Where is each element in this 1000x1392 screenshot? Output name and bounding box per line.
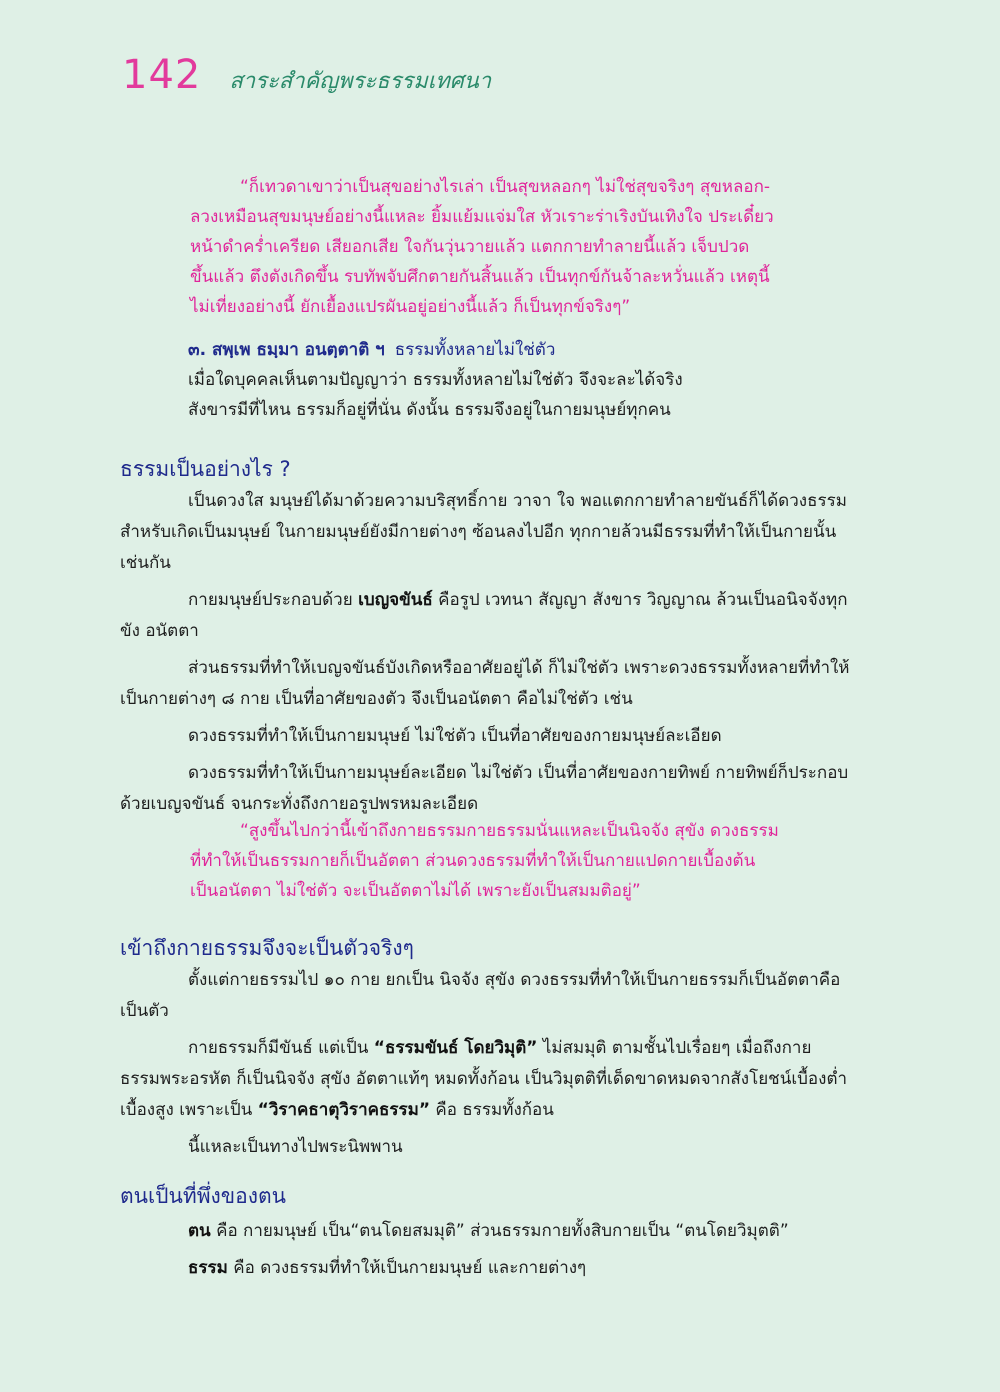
bold-term: เบญจขันธ์ bbox=[358, 590, 433, 610]
book-title: สาระสำคัญพระธรรมเทศนา bbox=[229, 69, 492, 94]
paragraph: นี้แหละเป็นทางไปพระนิพพาน bbox=[188, 1137, 403, 1157]
quote-block-2 bbox=[190, 816, 779, 906]
page-header bbox=[122, 52, 491, 98]
quote-line: ไม่เที่ยงอย่างนี้ ยักเยื้องแปรผันอยู่อย่างนี้แล้ว ก็เป็นทุกข์จริงๆ” bbox=[190, 297, 631, 317]
paragraph: กายมนุษย์ประกอบด้วย เบญจขันธ์ คือรูป เวทนา สัญญา สังขาร วิญญาณ ล้วนเป็นอนิจจังทุกขัง อนัตตา bbox=[120, 590, 848, 641]
bold-term: ธรรม bbox=[188, 1258, 228, 1278]
section-1-body bbox=[120, 486, 850, 820]
item-3-line: เมื่อใดบุคคลเห็นตามปัญญาว่า ธรรมทั้งหลายไม่ใช่ตัว จึงจะละได้จริง bbox=[188, 370, 683, 390]
bold-term: ตน bbox=[188, 1221, 211, 1241]
quote-line: “ก็เทวดาเขาว่าเป็นสุขอย่างไรเล่า เป็นสุขหลอกๆ ไม่ใช่สุขจริงๆ สุขหลอก- bbox=[240, 177, 771, 197]
item-3 bbox=[188, 335, 683, 425]
section-heading-true-self: เข้าถึงกายธรรมจึงจะเป็นตัวจริงๆ bbox=[120, 936, 414, 960]
quote-block-1 bbox=[190, 172, 774, 322]
item-3-heading bbox=[188, 335, 683, 365]
bold-term: “วิราคธาตุวิราคธรรม” bbox=[257, 1100, 430, 1120]
item-3-title: ๓. สพฺเพ ธมฺมา อนตฺตาติ ฯ bbox=[188, 340, 385, 360]
quote-line: “สูงขึ้นไปกว่านี้เข้าถึงกายธรรมกายธรรมนั่นแหละเป็นนิจจัง สุขัง ดวงธรรม bbox=[240, 821, 779, 841]
paragraph: ดวงธรรมที่ทำให้เป็นกายมนุษย์ ไม่ใช่ตัว เป็นที่อาศัยของกายมนุษย์ละเอียด bbox=[188, 726, 722, 746]
section-heading-dhamma: ธรรมเป็นอย่างไร ? bbox=[120, 457, 291, 481]
paragraph: ดวงธรรมที่ทำให้เป็นกายมนุษย์ละเอียด ไม่ใช่ตัว เป็นที่อาศัยของกายทิพย์ กายทิพย์ก็ประกอบด้วยเบญจขันธ์ จนกระทั่งถึงกายอรูปพรหมละเอียด bbox=[120, 763, 849, 814]
paragraph: กายธรรมก็มีขันธ์ แต่เป็น “ธรรมขันธ์ โดยวิมุติ” ไม่สมมุติ ตามชั้นไปเรื่อยๆ เมื่อถึงกายธรรมพระอรหัต ก็เป็นนิจจัง สุขัง อัตตาแท้ๆ หมดทั้งก้อน เป็นวิมุตติที่เด็ดขาดหมดจากสังโยชน์เบื้องต่ำเบื้องสูง เพราะเป็น “วิราคธาตุวิราคธรรม” คือ ธรรมทั้งก้อน bbox=[120, 1038, 848, 1120]
paragraph: ตน คือ กายมนุษย์ เป็น“ตนโดยสมมุติ” ส่วนธรรมกายทั้งสิบกายเป็น “ตนโดยวิมุตติ” bbox=[188, 1221, 789, 1241]
quote-line: เป็นอนัตตา ไม่ใช่ตัว จะเป็นอัตตาไม่ได้ เพราะยังเป็นสมมติอยู่” bbox=[190, 881, 641, 901]
item-3-subtitle: ธรรมทั้งหลายไม่ใช่ตัว bbox=[394, 340, 556, 360]
bold-term: “ธรรมขันธ์ โดยวิมุติ” bbox=[373, 1038, 538, 1058]
paragraph: ตั้งแต่กายธรรมไป ๑๐ กาย ยกเป็น นิจจัง สุขัง ดวงธรรมที่ทำให้เป็นกายธรรมก็เป็นอัตตาคือเป็นตัว bbox=[120, 970, 841, 1021]
section-3-body bbox=[120, 1216, 850, 1284]
section-heading-refuge: ตนเป็นที่พึ่งของตน bbox=[120, 1184, 287, 1208]
quote-line: ลวงเหมือนสุขมนุษย์อย่างนี้แหละ ยิ้มแย้มแจ่มใส หัวเราะร่าเริงบันเทิงใจ ประเดี๋ยว bbox=[190, 207, 774, 227]
paragraph: ส่วนธรรมที่ทำให้เบญจขันธ์บังเกิดหรืออาศัยอยู่ได้ ก็ไม่ใช่ตัว เพราะดวงธรรมทั้งหลายที่ทำให้เป็นกายต่างๆ ๘ กาย เป็นที่อาศัยของตัว จึงเป็นอนัตตา คือไม่ใช่ตัว เช่น bbox=[120, 658, 850, 709]
quote-line: หน้าดำคร่ำเครียด เสียอกเสีย ใจกันวุ่นวายแล้ว แตกกายทำลายนี้แล้ว เจ็บปวด bbox=[190, 237, 750, 257]
paragraph: ธรรม คือ ดวงธรรมที่ทำให้เป็นกายมนุษย์ และกายต่างๆ bbox=[188, 1258, 587, 1278]
item-3-line: สังขารมีที่ไหน ธรรมก็อยู่ที่นั่น ดังนั้น ธรรมจึงอยู่ในกายมนุษย์ทุกคน bbox=[188, 400, 671, 420]
quote-line: ที่ทำให้เป็นธรรมกายก็เป็นอัตตา ส่วนดวงธรรมที่ทำให้เป็นกายแปดกายเบื้องต้น bbox=[190, 851, 756, 871]
quote-line: ขึ้นแล้ว ตึงตังเกิดขึ้น รบทัพจับศึกตายกันสิ้นแล้ว เป็นทุกข์กันจ้าละหวั่นแล้ว เหตุนี้ bbox=[190, 267, 770, 287]
page-number: 142 bbox=[122, 52, 202, 98]
paragraph: เป็นดวงใส มนุษย์ได้มาด้วยความบริสุทธิ์กาย วาจา ใจ พอแตกกายทำลายขันธ์ก็ได้ดวงธรรมสำหรับเกิดเป็นมนุษย์ ในกายมนุษย์ยังมีกายต่างๆ ซ้อนลงไปอีก ทุกกายล้วนมีธรรมที่ทำให้เป็นกายนั้นเช่นกัน bbox=[120, 491, 847, 573]
section-2-body bbox=[120, 965, 850, 1163]
